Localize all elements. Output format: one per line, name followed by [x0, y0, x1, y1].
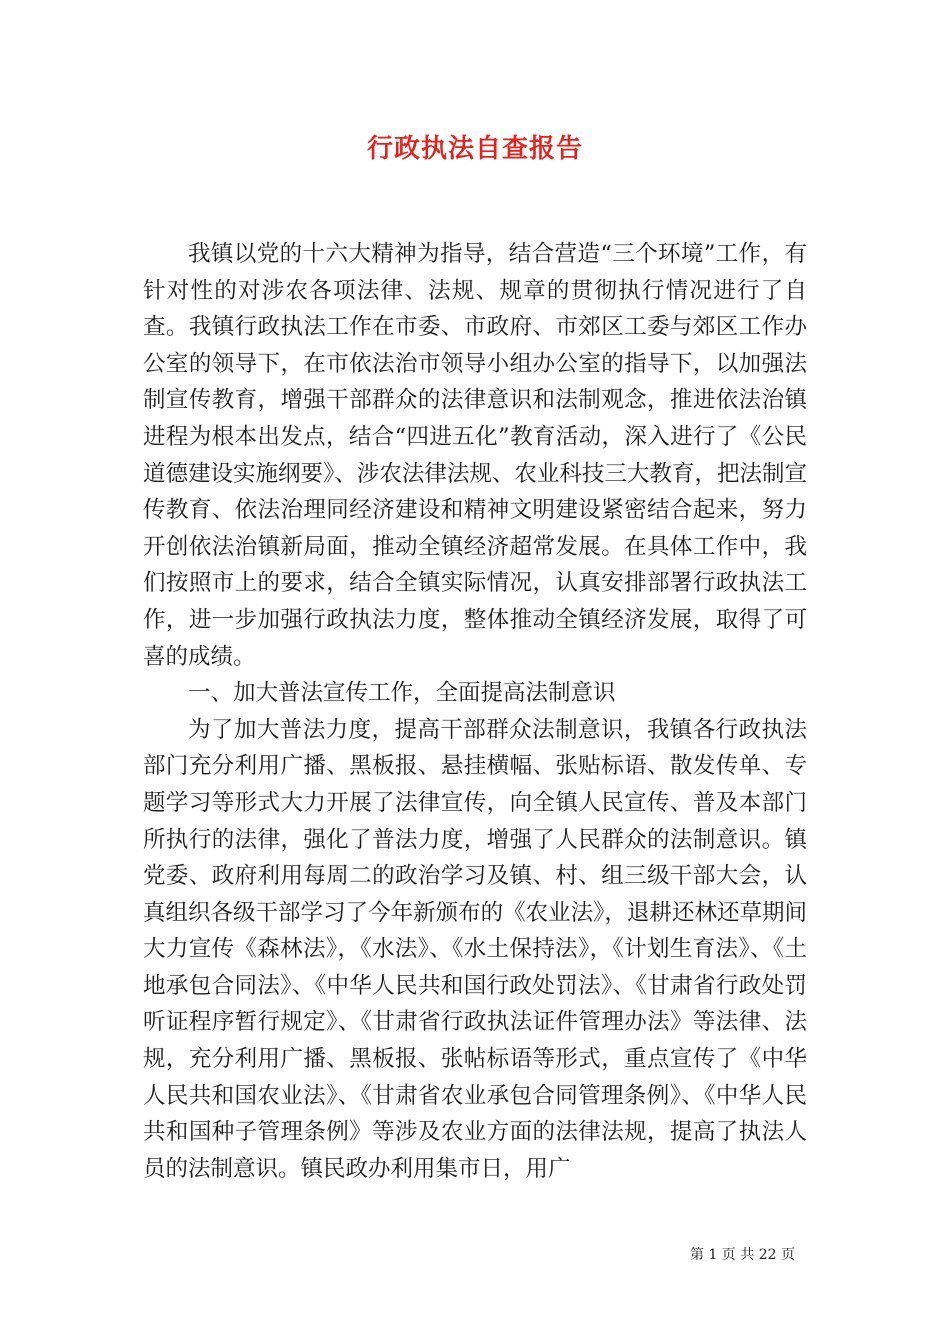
page-number: 第 1 页 共 22 页 [690, 1247, 795, 1263]
document-body [143, 236, 807, 1187]
document-title: 行政执法自查报告 [366, 134, 583, 164]
intro-paragraph: 我镇以党的十六大精神为指导，结合营造“三个环境”工作，有针对性的对涉农各项法律、法规、规章的贯彻执行情况进行了自查。我镇行政执法工作在市委、市政府、市郊区工委与郊区工作办公室的领导下，在市依法治市领导小组办公室的指导下，以加强法制宣传教育，增强干部群众的法律意识和法制观念，推进依法治镇进程为根本出发点，结合“四进五化”教育活动，深入进行了《公民道德建设实施纲要》、涉农法律法规、农业科技三大教育，把法制宣传教育、依法治理同经济建设和精神文明建设紧密结合起来，努力开创依法治镇新局面，推动全镇经济超常发展。在具体工作中，我们按照市上的要求，结合全镇实际情况，认真安排部署行政执法工作，进一步加强行政执法力度，整体推动全镇经济发展，取得了可喜的成绩。 [143, 241, 807, 670]
section-heading: 一、加大普法宣传工作，全面提高法制意识 [188, 680, 616, 707]
section-paragraph: 为了加大普法力度，提高干部群众法制意识，我镇各行政执法部门充分利用广播、黑板报、悬挂横幅、张贴标语、散发传单、专题学习等形式大力开展了法律宣传，向全镇人民宣传、普及本部门所执行的法律，强化了普法力度，增强了人民群众的法制意识。镇党委、政府利用每周二的政治学习及镇、村、组三级干部大会，认真组织各级干部学习了今年新颁布的《农业法》，退耕还林还草期间大力宣传《森林法》，《水法》、《水土保持法》，《计划生育法》、《土地承包合同法》、《中华人民共和国行政处罚法》、《甘肃省行政处罚听证程序暂行规定》、《甘肃省行政执法证件管理办法》等法律、法规，充分利用广播、黑板报、张帖标语等形式，重点宣传了《中华人民共和国农业法》、《甘肃省农业承包合同管理条例》、《中华人民共和国种子管理条例》等涉及农业方面的法律法规，提高了执法人员的法制意识。镇民政办利用集市日，用广 [143, 716, 807, 1182]
